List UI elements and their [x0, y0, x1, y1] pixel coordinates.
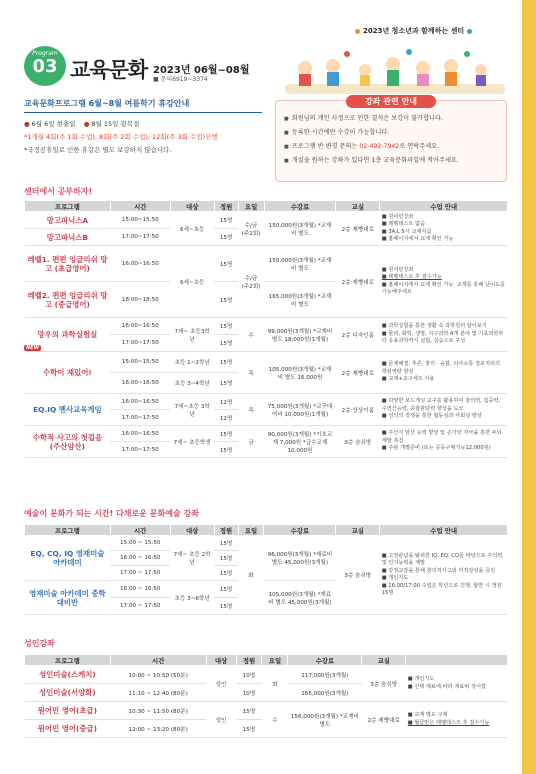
- holiday-note: *국정공휴일로 인한 휴강은 별도 보강하지 않습니다.: [24, 146, 172, 154]
- time-cell: 15:00~15:50: [110, 352, 170, 373]
- fee-cell: 165,000원(3개월): [288, 684, 362, 702]
- table-row: [25, 212, 508, 229]
- table-row: [25, 702, 508, 720]
- room-cell: 2층 디자인룸: [336, 318, 380, 352]
- banner-dot-icon: [355, 29, 360, 34]
- capacity-cell: 15명: [214, 318, 238, 335]
- day-cell: 수: [238, 318, 264, 352]
- top-banner: [355, 26, 505, 38]
- target-cell: 초등 3~6학년: [170, 581, 214, 615]
- capacity-cell: 12명: [214, 394, 238, 410]
- program-name: 레벨1. 편편 잉글리쉬 망고 (초급영어): [25, 246, 111, 282]
- time-cell: 15:00 ~ 15:50: [110, 536, 170, 551]
- col-header: 대상: [170, 525, 214, 536]
- col-header: 수업 안내: [380, 525, 508, 536]
- col-header: 정원: [236, 655, 262, 666]
- time-cell: 17:00~17:50: [110, 442, 170, 458]
- fee-cell: 90,000원(3개월) *기초교재 7,000원 *급수교재 10,000원: [264, 426, 336, 458]
- target-cell: 7세~ 초등학생: [170, 426, 214, 458]
- col-header: 시간: [110, 201, 170, 212]
- course-notice-item: [284, 141, 498, 150]
- class-note: ■ 원어민강좌 ■ 레벨테스트 없음 ■ 3A,L 5시 교재지급 ■ 홈페이지에서 교재 확인 가능: [380, 212, 508, 246]
- room-cell: 3층 숨쉬방: [336, 426, 380, 458]
- program-number: 03: [32, 56, 58, 77]
- section-title-art: 예술이 문화가 되는 시간! 다채로운 문화예술 강좌: [24, 509, 199, 518]
- class-note-line: ■ 원어민강좌: [381, 266, 414, 273]
- time-cell: 10:30 ~ 11:50 (80분): [110, 702, 206, 720]
- table-row: [25, 666, 508, 684]
- section-title-study: 센터에서 공부하자!: [24, 187, 93, 196]
- col-header: 정원: [214, 525, 238, 536]
- class-note-line: ■ 홈페이지에서 교재 확인 가능. 교재를 통해 난이도를 가능해주세요: [381, 281, 506, 295]
- day-cell: 화: [238, 536, 264, 615]
- capacity-cell: 15명: [214, 373, 238, 394]
- course-notice-item: ■ 등록한 시간에만 수강이 가능합니다.: [284, 127, 498, 136]
- fee-cell: 156,000원(3개월) *교재비 별도: [288, 702, 362, 738]
- capacity-cell: 15명: [236, 702, 262, 720]
- day-cell: 목: [238, 352, 264, 394]
- time-cell: 16:00 ~ 16:50: [110, 581, 170, 598]
- holiday-notice-title: 교육문화프로그램 6월~8월 여름학기 휴강안내: [24, 98, 262, 113]
- new-badge: NEW: [26, 345, 40, 351]
- target-cell: 성인: [206, 666, 236, 702]
- room-cell: 3층 숨쉬방: [362, 666, 406, 702]
- target-cell: 6세~초등: [170, 212, 214, 246]
- capacity-cell: 15명: [236, 720, 262, 738]
- class-note: ■ 문제해결, 추론, 창의 · 융합, 의사소통 정보처리의 핵심역량 향상 ■ 교재+교구세트 사용: [380, 352, 508, 394]
- time-cell: 11:10 ~ 12:40 (80분): [110, 684, 206, 702]
- room-cell: 2층 제빵대로: [362, 702, 406, 738]
- table-row: [25, 352, 508, 373]
- col-header: 정원: [214, 201, 238, 212]
- program-name: 망우의 과학실험실: [25, 318, 111, 352]
- capacity-cell: 15명: [214, 352, 238, 373]
- room-cell: 2층 제빵대로: [336, 212, 380, 246]
- target-cell: 7세~초등 3학년: [170, 394, 214, 426]
- target-cell: 6세~초등: [170, 246, 214, 318]
- time-cell: 16:00~16:50: [110, 318, 170, 335]
- banner-dot-icon: [467, 29, 472, 34]
- time-cell: 17:00~17:50: [110, 410, 170, 426]
- class-note: ■ 과학실험을 통한 생활 속 과학원리 알아보기 ■ 물리, 화학, 생명, 지구과학 4개 분야 및 기초과학부터 응용과학까지 실험, 실습으로 구성: [380, 318, 508, 352]
- program-badge: [24, 46, 66, 86]
- time-cell: 16:00~16:50: [110, 426, 170, 442]
- col-header: 수업 안내: [380, 201, 508, 212]
- capacity-cell: 15명: [214, 551, 238, 566]
- program-name: 원어민 영어(중급): [25, 720, 111, 738]
- col-header: 요일: [238, 201, 264, 212]
- capacity-cell: 15명: [214, 229, 238, 246]
- time-cell: 16:00~16:50: [110, 373, 170, 394]
- program-name: 수학적 사고의 첫걸음 (주산암산): [25, 426, 111, 458]
- program-name: EQ.IQ 멘사교육게임: [25, 394, 111, 426]
- fee-cell: 165,000원(3개월) *교재비 별도: [264, 282, 336, 318]
- fee-cell: 105,000원(3개월) *교재비 별도 16,000원: [264, 352, 336, 394]
- page-date: 2023년 06월~08월: [153, 65, 250, 76]
- col-header: 요일: [238, 525, 264, 536]
- kids-illustration: [285, 46, 505, 96]
- target-cell: 초등 3~4학년: [170, 373, 214, 394]
- time-cell: 16:00 ~ 16:50: [110, 551, 170, 566]
- capacity-cell: 15명: [214, 212, 238, 229]
- col-header: 수강료: [288, 655, 362, 666]
- class-note: ■ 고정관념을 탈피한 IQ, EQ, CQ를 바탕으로 주의력 및 인지능력을 계발 ■ 감정교감을 통해 창의적사고와 미적감성을 증진 ■ 개인지도 ■ 16:00/17:00 수업은 학년으로 진행, 합반 시 정원 15명: [380, 536, 508, 615]
- col-header: 대상: [206, 655, 236, 666]
- holiday-notice: [24, 98, 262, 168]
- day-cell: 수: [262, 702, 288, 738]
- study-table: [24, 200, 508, 458]
- time-cell: 15:00~15:50: [110, 212, 170, 229]
- room-cell: 2층 제빵대로: [336, 246, 380, 318]
- target-cell: 성인: [206, 702, 236, 738]
- day-cell: 수/금 (주2회): [238, 212, 264, 246]
- day-cell: 금: [238, 426, 264, 458]
- col-header: 시간: [110, 655, 206, 666]
- col-header: [406, 655, 508, 666]
- program-label: Program: [32, 50, 58, 57]
- class-note: ■ 다양한 보드게임 교구를 활용하여 창의력, 집중력, 수연산능력, 종합판단력 향상을 도모 ■ 선의의 경쟁을 통한 협동심과 사회성 향상: [380, 394, 508, 426]
- table-row: [25, 536, 508, 551]
- time-cell: 16:00~16:50: [110, 394, 170, 410]
- fee-cell: 99,000원(3개월) *교재비 별도 18,000원(1개월): [264, 318, 336, 352]
- target-cell: 7세~ 초등 2학년: [170, 536, 214, 581]
- program-name: 원어민 영어(초급): [25, 702, 111, 720]
- capacity-cell: 15명: [214, 598, 238, 615]
- holiday-dates: ● 6월 6일 현충일 ● 8월 15일 광복절: [24, 120, 140, 128]
- capacity-cell: 15명: [214, 581, 238, 598]
- col-header: 수강료: [264, 525, 336, 536]
- capacity-cell: 15명: [214, 335, 238, 352]
- col-header: 교실: [336, 525, 380, 536]
- table-row: [25, 318, 508, 335]
- room-cell: 3층 숨쉬방: [336, 536, 380, 615]
- adult-table: [24, 654, 508, 738]
- col-header: 대상: [170, 201, 214, 212]
- col-header: 프로그램: [25, 655, 111, 666]
- capacity-cell: 15명: [214, 566, 238, 581]
- target-cell: 7세~ 초등3학년: [170, 318, 214, 352]
- session-info: *1개월 4회(주 1회 수업), 8회(주 2회 수업), 12회(주 3회 수업)진행: [24, 133, 218, 141]
- side-color-strip: [522, 0, 536, 774]
- program-name: 성인미술(서양화): [25, 684, 111, 702]
- class-note: ■ 개인지도 ■ 선택 재료에 따라 재료비 상이함: [406, 666, 508, 702]
- time-cell: 16:00~16:50: [110, 246, 170, 282]
- class-note-line: ■ 교재 별도 구매: [407, 712, 448, 718]
- capacity-cell: 15명: [214, 536, 238, 551]
- program-name: 영재미술 아카데미 중학대비반: [25, 581, 111, 615]
- holiday-1: 6월 6일 현충일: [31, 120, 76, 128]
- col-header: 프로그램: [25, 525, 111, 536]
- day-cell: 목: [238, 394, 264, 426]
- fee-cell: 117,000원(3개월): [288, 666, 362, 684]
- table-row: [25, 394, 508, 410]
- day-cell: 화: [262, 666, 288, 702]
- page-title: 교육문화: [70, 58, 148, 82]
- course-notice-text: 로 연락주세요.: [399, 143, 440, 150]
- time-cell: 17:00 ~ 17:50: [110, 598, 170, 615]
- course-notice-item: ■ 개설을 원하는 강좌가 있다면 1층 교육문화파일에 적어주세요.: [284, 155, 498, 164]
- program-name: 망고파닉스A: [25, 212, 111, 229]
- class-note-line: ■ 레벨테스트 후 접수가능: [381, 274, 442, 280]
- class-note-line: ■ 월급반은 레벨테스트 후 접수가능: [407, 719, 490, 726]
- class-note: ■ 주산식 암산 능력 향상 및 손가락 자극을 통한 두뇌 계발 촉진 ■ 주판 개별준비 (또는 공동구매가능12,000원): [380, 426, 508, 458]
- time-cell: 18:00~18:50: [110, 282, 170, 318]
- capacity-cell: 15명: [214, 426, 238, 442]
- col-header: 요일: [262, 655, 288, 666]
- col-header: 시간: [110, 525, 170, 536]
- table-row: [25, 426, 508, 442]
- program-name: 레벨2. 편편 잉글리쉬 망고 (중급영어): [25, 282, 111, 318]
- holiday-2: 8월 15일 광복절: [91, 120, 140, 128]
- class-note: [406, 702, 508, 738]
- art-table: [24, 524, 508, 615]
- room-cell: 2층 제빵대로: [336, 352, 380, 394]
- fee-cell: 75,000원(3개월) *교구대여비 10,000원(1개월): [264, 394, 336, 426]
- course-notice-title: 강좌 관련 안내: [346, 95, 436, 108]
- capacity-cell: 12명: [214, 410, 238, 426]
- program-name: 수학이 재밌어!: [25, 352, 111, 394]
- time-cell: 17:00~17:50: [110, 229, 170, 246]
- capacity-cell: 15명: [214, 282, 238, 318]
- contact-phone: ■ 문의6919~3374: [153, 76, 208, 83]
- fee-cell: 96,000원(3개월) *재료비 별도 45,000원(3개월): [264, 536, 336, 581]
- time-cell: 17:00 ~ 17:50: [110, 566, 170, 581]
- col-header: 교실: [362, 655, 406, 666]
- banner-text: 2023년 청소년과 함께하는 센터: [363, 27, 465, 35]
- course-notice-box: [275, 97, 507, 182]
- capacity-cell: 15명: [214, 442, 238, 458]
- fee-cell: 150,000원(3개월) *교재비 별도: [264, 212, 336, 246]
- program-name: 성인미술(스케치): [25, 666, 111, 684]
- capacity-cell: 10명: [236, 666, 262, 684]
- capacity-cell: 10명: [236, 684, 262, 702]
- capacity-cell: 15명: [214, 246, 238, 282]
- col-header: 프로그램: [25, 201, 111, 212]
- course-notice-item: ■ 회원님의 개인 사정으로 인한 결석은 보강이 불가합니다.: [284, 113, 498, 122]
- time-cell: 17:00~17:50: [110, 335, 170, 352]
- time-cell: 12:00 ~ 13:20 (80분): [110, 720, 206, 738]
- table-row: [25, 246, 508, 282]
- class-note: [380, 246, 508, 318]
- section-title-adult: 성인강좌: [24, 639, 55, 648]
- program-name: EQ, CQ, IQ 영재미술 아카데미: [25, 536, 111, 581]
- fee-cell: 150,000원(3개월) *교재비 별도: [264, 246, 336, 282]
- day-cell: 수/금 (주2회): [238, 246, 264, 318]
- time-cell: 10:00 ~ 10:50 (50분): [110, 666, 206, 684]
- col-header: 교실: [336, 201, 380, 212]
- course-notice-phone: 02-492-7942: [359, 143, 400, 150]
- target-cell: 초등 1~2학년: [170, 352, 214, 373]
- room-cell: 2층 상상이룸: [336, 394, 380, 426]
- fee-cell: 105,000원(3개월) *재료비 별도 45,000원(3개월): [264, 581, 336, 615]
- col-header: 수강료: [264, 201, 336, 212]
- course-notice-text: 프로그램 반 변경 문의는: [291, 143, 358, 150]
- program-name: 망고파닉스B: [25, 229, 111, 246]
